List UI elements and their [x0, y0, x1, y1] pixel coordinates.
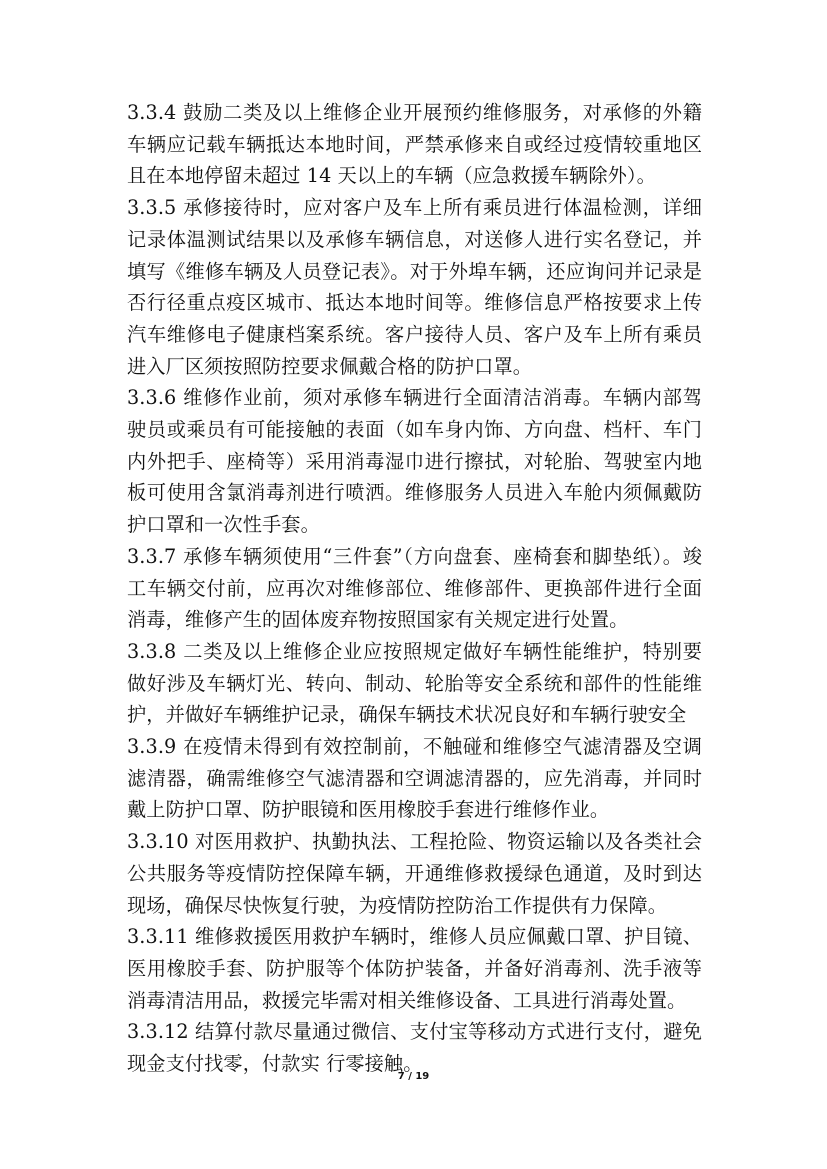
body-text [127, 97, 702, 1080]
clause-3-3-7: 3.3.7 承修车辆须使用“三件套”（方向盘套、座椅套和脚垫纸）。竣工车辆交付前，应再次对维修部位、维修部件、更换部件进行全面消毒，维修产生的固体废弃物按照国家有关规定进行处置。 [127, 544, 702, 632]
clause-3-3-10: 3.3.10 对医用救护、执勤执法、工程抢险、物资运输以及各类社会公共服务等疫情防控保障车辆，开通维修救援绿色通道，及时到达现场，确保尽快恢复行驶，为疫情防控防治工作提供有力保障。 [127, 830, 702, 917]
clause-3-3-8: 3.3.8 二类及以上维修企业应按照规定做好车辆性能维护，特别要做好涉及车辆灯光、转向、制动、轮胎等安全系统和部件的性能维护，并做好车辆维护记录，确保车辆技术状况良好和车辆行驶安全 [127, 639, 702, 727]
clause-3-3-5: 3.3.5 承修接待时，应对客户及车上所有乘员进行体温检测，详细记录体温测试结果以及承修车辆信息，对送修人进行实名登记，并填写《维修车辆及人员登记表》。对于外埠车辆，还应询问并记录是否行径重点疫区城市、抵达本地时间等。维修信息严格按要求上传汽车维修电子健康档案系统。客户接待人员、客户及车上所有乘员进入厂区须按照防控要求佩戴合格的防护口罩。 [127, 196, 702, 378]
clause-3-3-4: 3.3.4 鼓励二类及以上维修企业开展预约维修服务，对承修的外籍车辆应记载车辆抵达本地时间，严禁承修来自或经过疫情较重地区且在本地停留未超过 14 天以上的车辆（应急救援车辆除外）。 [127, 101, 702, 188]
clause-3-3-9: 3.3.9 在疫情未得到有效控制前，不触碰和维修空气滤清器及空调滤清器，确需维修空气滤清器和空调滤清器的，应先消毒，并同时戴上防护口罩、防护眼镜和医用橡胶手套进行维修作业。 [127, 735, 702, 822]
clause-3-3-11: 3.3.11 维修救援医用救护车辆时，维修人员应佩戴口罩、护目镜、医用橡胶手套、防护服等个体防护装备，并备好消毒剂、洗手液等消毒清洁用品，救援完毕需对相关维修设备、工具进行消毒处置。 [127, 925, 702, 1012]
page-number: 7 / 19 [397, 1071, 430, 1082]
clause-3-3-6: 3.3.6 维修作业前，须对承修车辆进行全面清洁消毒。车辆内部驾驶员或乘员有可能接触的表面（如车身内饰、方向盘、档杆、车门内外把手、座椅等）采用消毒湿巾进行擦拭，对轮胎、驾驶室内地板可使用含氯消毒剂进行喷洒。维修服务人员进入车舱内须佩戴防护口罩和一次性手套。 [127, 386, 702, 537]
clause-3-3-12: 3.3.12 结算付款尽量通过微信、支付宝等移动方式进行支付，避免现金支付找零，付款实 行零接触。 [127, 1020, 702, 1076]
